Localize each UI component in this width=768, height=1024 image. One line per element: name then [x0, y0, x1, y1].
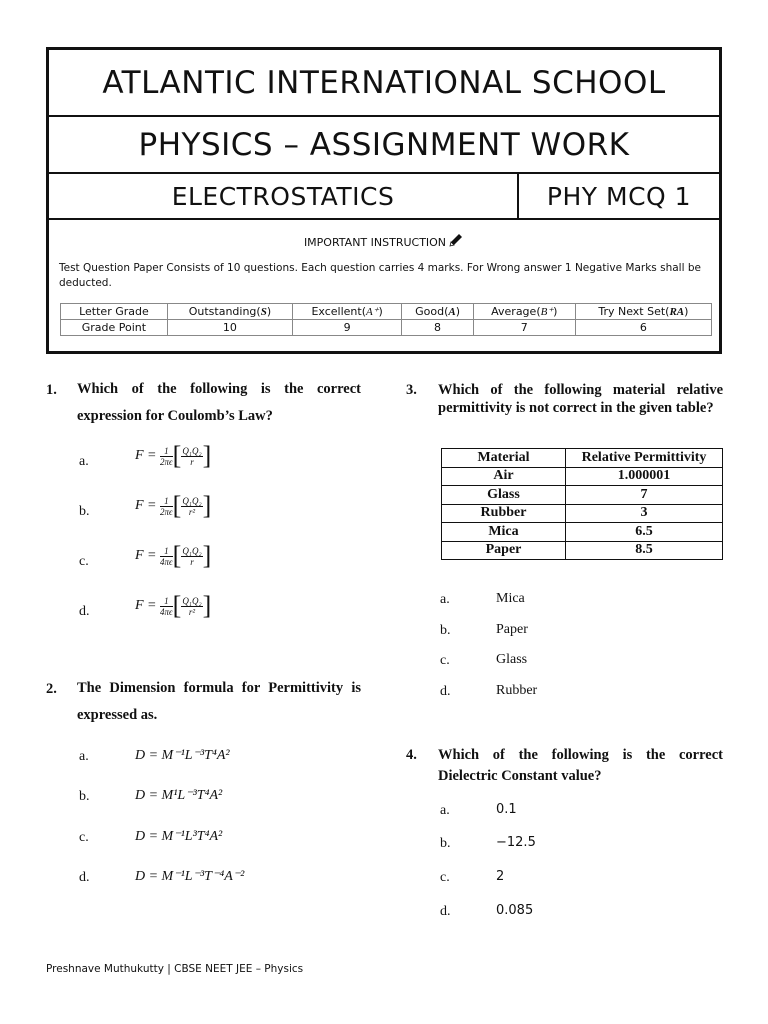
table-cell: 8.5: [566, 541, 723, 560]
table-cell: Air: [442, 467, 566, 486]
table-cell: Mica: [442, 523, 566, 542]
table-header-row: [442, 449, 723, 468]
option-text: Glass: [496, 652, 528, 667]
school-name: ATLANTIC INTERNATIONAL SCHOOL: [102, 64, 666, 101]
option-letter: c.: [440, 870, 450, 885]
grade-cell: 7: [473, 320, 575, 336]
grade-cell: Outstanding(S): [167, 304, 292, 320]
grade-cell: Good(A): [402, 304, 473, 320]
option-text: Paper: [496, 622, 528, 637]
option-letter: b.: [440, 836, 451, 851]
table-row: [442, 504, 723, 523]
option-text: Rubber: [496, 683, 538, 698]
question-text: Which of the following material relative permittivity is not correct in the given table?: [438, 382, 723, 416]
table-cell: 6.5: [566, 523, 723, 542]
question-number: 3.: [406, 382, 417, 398]
option-letter: b.: [79, 504, 90, 519]
table-cell: 3: [566, 504, 723, 523]
option-letter: a.: [440, 592, 450, 607]
instruction-title: IMPORTANT INSTRUCTION: [303, 236, 447, 249]
grade-cell: 9: [293, 320, 402, 336]
table-row: [442, 541, 723, 560]
option-letter: b.: [79, 789, 90, 804]
topic-row: [49, 174, 719, 220]
option-formula: F = $\frac{1}{4\pi\epsilon}$ [ $\frac{\text{Q₁Q₂}}{r}$ ]: [135, 541, 212, 570]
grade-cell: 8: [402, 320, 473, 336]
option-letter: c.: [440, 653, 450, 668]
page-footer: Preshnave Muthukutty | CBSE NEET JEE – Physics: [46, 963, 304, 975]
table-cell: 7: [566, 486, 723, 505]
grade-cell: Average(B⁺): [473, 304, 575, 320]
table-header: Relative Permittivity: [566, 449, 723, 468]
grade-table: [60, 303, 712, 336]
table-cell: Glass: [442, 486, 566, 505]
option-formula: F = $\frac{1}{2\pi\epsilon}$ [ $\frac{\text{Q₁Q₂}}{r}$ ]: [135, 441, 212, 470]
option-formula: F = $\frac{1}{4\pi\epsilon}$ [ $\frac{\text{Q₁Q₂}}{\text{r²}}$ ]: [135, 591, 212, 620]
grade-cell: 6: [575, 320, 711, 336]
option-text: 0.085: [496, 903, 534, 918]
grade-row-letter: [61, 304, 712, 320]
table-cell: 1.000001: [566, 467, 723, 486]
grade-cell: Letter Grade: [61, 304, 168, 320]
question-text: The Dimension formula for Permittivity is expressed as.: [77, 680, 361, 723]
option-letter: a.: [79, 749, 89, 764]
instruction-heading: [49, 232, 719, 251]
permittivity-table: [441, 448, 723, 560]
option-text: −12.5: [496, 835, 536, 850]
grade-cell: Try Next Set(RA): [575, 304, 711, 320]
option-letter: d.: [440, 684, 451, 699]
assignment-title: PHYSICS – ASSIGNMENT WORK: [138, 126, 630, 163]
option-letter: d.: [79, 604, 90, 619]
option-formula: F = $\frac{1}{2\pi\epsilon}$ [ $\frac{\text{Q₁Q₂}}{\text{r²}}$ ]: [135, 491, 212, 520]
option-formula: D = M⁻¹L⁻³T⁴A²: [135, 748, 230, 763]
assignment-row: [49, 117, 719, 174]
option-formula: D = M⁻¹L³T⁴A²: [135, 829, 223, 844]
question-text: Which of the following is the correct expression for Coulomb’s Law?: [77, 381, 361, 424]
option-letter: c.: [79, 554, 89, 569]
school-row: [49, 50, 719, 117]
option-text: 2: [496, 869, 505, 884]
grade-cell: Excellent(A⁺): [293, 304, 402, 320]
table-row: [442, 486, 723, 505]
question-number: 2.: [46, 681, 57, 697]
question-number: 1.: [46, 382, 57, 398]
grade-cell: Grade Point: [61, 320, 168, 336]
grade-row-point: [61, 320, 712, 336]
option-letter: a.: [440, 803, 450, 818]
option-text: Mica: [496, 591, 525, 606]
topic-title: ELECTROSTATICS: [49, 174, 519, 218]
table-cell: Rubber: [442, 504, 566, 523]
paper-code: PHY MCQ 1: [546, 181, 692, 211]
question-number: 4.: [406, 747, 417, 763]
option-formula: D = M⁻¹L⁻³T⁻⁴A⁻²: [135, 869, 245, 884]
grade-cell: 10: [167, 320, 292, 336]
option-letter: d.: [79, 870, 90, 885]
option-formula: D = M¹L⁻³T⁴A²: [135, 788, 223, 803]
header-box: [46, 47, 722, 354]
option-letter: b.: [440, 623, 451, 638]
option-letter: c.: [79, 830, 89, 845]
question-text: Which of the following is the correct Dielectric Constant value?: [438, 747, 723, 784]
pencil-icon: [448, 232, 464, 251]
option-letter: d.: [440, 904, 451, 919]
table-row: [442, 523, 723, 542]
table-row: [442, 467, 723, 486]
option-text: 0.1: [496, 802, 517, 817]
instruction-text: Test Question Paper Consists of 10 questions. Each question carries 4 marks. For Wrong answer 1 Negative Marks shall be deducted.: [59, 262, 701, 289]
table-header: Material: [442, 449, 566, 468]
table-cell: Paper: [442, 541, 566, 560]
option-letter: a.: [79, 454, 89, 469]
